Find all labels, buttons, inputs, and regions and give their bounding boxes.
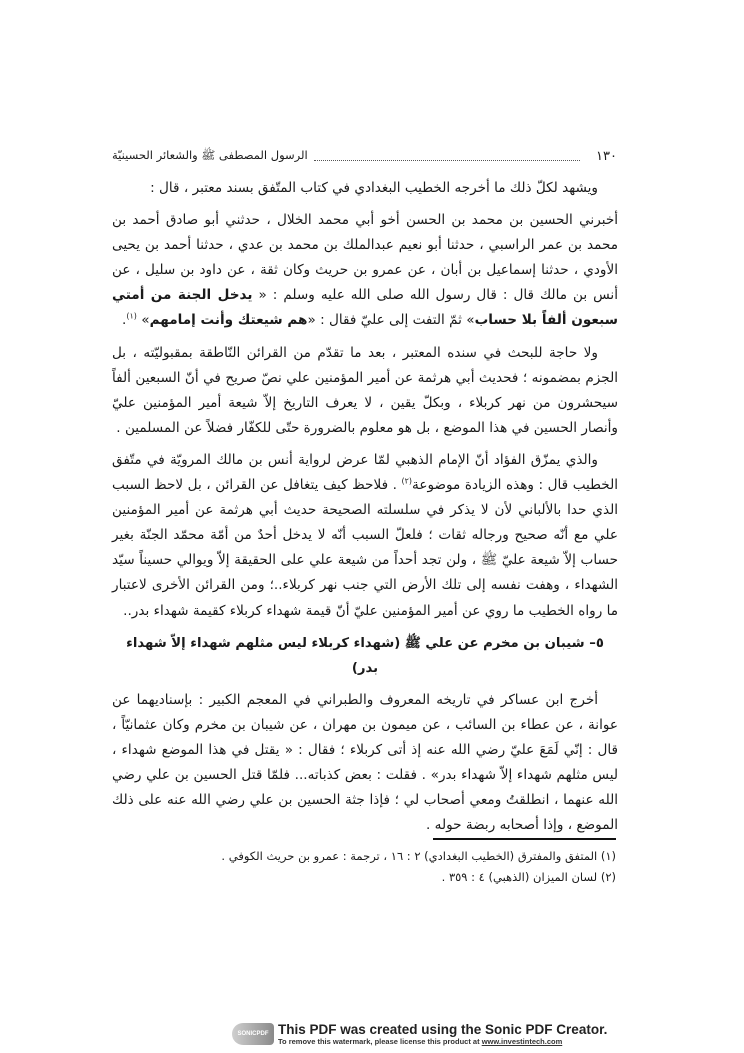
pdf-watermark	[232, 1020, 607, 1048]
hadith-quote-2: هم شيعتك وأنت إمامهم	[149, 312, 308, 329]
running-header	[112, 146, 617, 166]
header-dotted-leader	[314, 160, 580, 161]
sonic-pdf-logo-icon: SONICPDF	[232, 1023, 274, 1045]
footnote-2: (٢) لسان الميزان (الذهبي) ٤ : ٣٥٩ .	[441, 870, 616, 884]
body-text	[112, 176, 618, 845]
watermark-link[interactable]: www.investintech.com	[481, 1036, 563, 1046]
footnote-ref-1[interactable]: (١)	[126, 311, 137, 321]
hadith-continuation: » ثمّ التفت إلى عليّ فقال : «	[307, 312, 475, 329]
dhahabi-text-b: . فلاحظ كيف يتغافل عن القرائن ، بل لاحظ السبب الذي حدا بالألباني لأن لا يذكر في سلسلته الصحيحة حديث أبي هرثمة عن أمير المؤمنين علي مع أنّه صحيح ورجاله ثقات ؛ فلعلّ السبب أنّه لا يدخل أحدٌ من أمّة محمّد الجنّة بغير حساب إلاّ شيعة عليّ ﷺ ، ولن تجد أحداً من شيعة علي على الحقيقة إلاّ ويوالي حسيناً سيّد الشهداء ، وهفت نفسه إلى تلك الأرض التي جنب نهر كربلاء..؛ ومن القرائن الأخرى لاعتبار ما رواه الخطيب ما روي عن أمير المؤمنين عليّ أنّ قيمة شهداء كربلاء كقيمة شهداء بدر..	[112, 477, 618, 619]
section-heading: ٥– شيبان بن مخرم عن علي ﷺ (شهداء كربلاء ليس مثلهم شهداء إلاّ شهداء بدر)	[126, 635, 604, 676]
footnote-ref-2[interactable]: (٢)	[401, 476, 413, 486]
paragraph-ibn-asakir: أخرج ابن عساكر في تاريخه المعروف والطبراني في المعجم الكبير : بإسناديهما عن عوانة ، عن عطاء بن السائب ، عن ميمون بن مهران ، عن شيبان بن مخرم وكان عثمانيّاً ، قال : إنّي لَمَعَ عليّ رضي الله عنه إذ أتى كربلاء ؛ فقال : « يقتل في هذا الموضع شهداء ، ليس مثلهم شهداء إلاّ شهداء بدر» . فقلت : بعض كذباته... فلمّا قتل الحسين بن علي رضي الله عنهما ، انطلقتُ ومعي أصحاب لي ؛ فإذا جثة الحسين بن علي رضي الله عنه على ذلك الموضع ، وإذا أصحابه ربضة حوله .	[112, 691, 618, 834]
watermark-subline-text: To remove this watermark, please license this product at	[278, 1036, 482, 1046]
quote-close: »	[136, 312, 150, 329]
running-title: الرسول المصطفى ﷺ والشعائر الحسينيّة	[112, 147, 308, 162]
hadith-chain-text: أخبرني الحسين بن محمد بن الحسن أخو أبي محمد الخلال ، حدثني أبو صادق أحمد بن محمد بن عمر الراسبي ، حدثنا أبو نعيم عبدالملك بن محمد بن عدي ، حدثنا أحمد بن يحيى الأودي ، حدثنا إسماعيل بن أبان ، عن عمرو بن حريث وكان ثقة ، عن داود بن سليل ، عن أنس بن مالك قال : قال رسول الله صلى الله عليه وسلم : «	[112, 212, 618, 304]
footnote-separator	[433, 838, 616, 840]
page-number: ١٣٠	[596, 148, 617, 164]
dhahabi-text-a: والذي يمزّق الفؤاد أنّ الإمام الذهبي لمّا عرض لرواية أنس بن مالك المرويّة في متّفق الخطيب قال : وهذه الزيادة موضوعة	[112, 451, 618, 494]
sentence-end: .	[122, 312, 127, 329]
paragraph-hadith-chain	[112, 208, 618, 333]
footnotes	[221, 846, 616, 888]
hadith-quote-1: يدخل الجنة من أمتي سبعون ألفاً بلا حساب	[112, 287, 618, 329]
watermark-subline	[278, 1037, 607, 1046]
footnote-1: (١) المتفق والمفترق (الخطيب البغدادي) ٢ : ١٦ ، ترجمة : عمرو بن حريث الكوفي .	[221, 849, 616, 863]
paragraph-analysis: ولا حاجة للبحث في سنده المعتبر ، بعد ما تقدّم من القرائن النّاطقة بمقبوليّته ، بل الجزم بمضمونه ؛ فحديث أبي هرثمة عن أمير المؤمنين علي نصّ صريح في أنّ السبعين ألفاً سيحشرون من نهر كربلاء ، وبكلّ يقين ، لا يعرف التاريخ إلاّ شيعة أمير المؤمنين عليّ وأنصار الحسين في هذا الموضع ، بل هو معلوم بالضرورة حتّى للكفّار فضلاً عن المسلمين .	[112, 344, 618, 436]
paragraph-intro: ويشهد لكلّ ذلك ما أخرجه الخطيب البغدادي في كتاب المتّفق بسند معتبر ، قال :	[150, 180, 598, 196]
paragraph-dhahabi	[112, 448, 618, 624]
watermark-headline: This PDF was created using the Sonic PDF Creator.	[278, 1021, 608, 1037]
